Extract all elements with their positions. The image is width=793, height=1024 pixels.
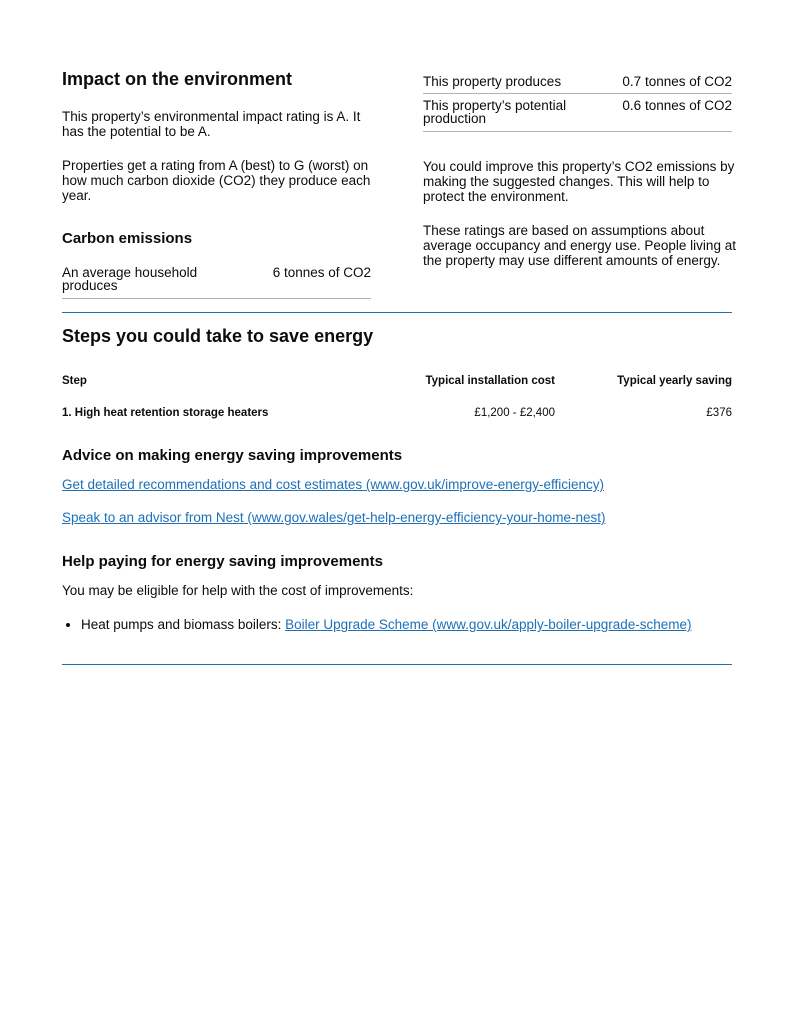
list-item	[81, 617, 751, 633]
recommendations-link[interactable]: Get detailed recommendations and cost estimates (www.gov.uk/improve-energy-efficiency)	[62, 477, 604, 492]
help-list	[62, 617, 751, 633]
saving-column-header: Typical yearly saving	[617, 375, 732, 387]
impact-title: Impact on the environment	[62, 69, 293, 89]
cost-column-header: Typical installation cost	[425, 375, 555, 387]
impact-scale-text: Properties get a rating from A (best) to G (worst) on how much carbon dioxide (CO2) they produce each year.	[62, 158, 371, 203]
property-produces-value: 0.7 tonnes of CO2	[622, 74, 732, 89]
carbon-emissions-title: Carbon emissions	[62, 230, 193, 247]
advice-title: Advice on making energy saving improvements	[62, 447, 403, 464]
assumptions-text: These ratings are based on assumptions about average occupancy and energy use. People living at the property may use different amounts of energy.	[423, 223, 736, 268]
help-item-label: Heat pumps and biomass boilers:	[81, 617, 286, 632]
step-row-name: 1. High heat retention storage heaters	[62, 407, 269, 419]
nest-advisor-link[interactable]: Speak to an advisor from Nest (www.gov.wales/get-help-energy-efficiency-your-home-nest)	[62, 510, 606, 525]
boiler-upgrade-link[interactable]: Boiler Upgrade Scheme (www.gov.uk/apply-boiler-upgrade-scheme)	[285, 617, 692, 632]
improve-text: You could improve this property’s CO2 emissions by making the suggested changes. This will help to protect the environment.	[423, 159, 735, 204]
property-produces-row	[423, 75, 732, 94]
average-household-value: 6 tonnes of CO2	[272, 265, 371, 280]
average-household-row	[62, 266, 371, 299]
average-household-label: An average household produces	[62, 265, 198, 293]
step-row-saving: £376	[706, 407, 732, 419]
section-divider	[62, 312, 732, 313]
potential-production-value: 0.6 tonnes of CO2	[622, 98, 732, 113]
impact-rating-text: This property’s environmental impact rating is A. It has the potential to be A.	[62, 109, 361, 139]
steps-title: Steps you could take to save energy	[62, 326, 374, 346]
step-row-cost: £1,200 - £2,400	[474, 407, 555, 419]
help-title: Help paying for energy saving improvements	[62, 553, 383, 570]
step-column-header: Step	[62, 375, 87, 387]
footer-divider	[62, 664, 732, 665]
potential-production-label: This property’s potential production	[423, 98, 567, 126]
property-produces-label: This property produces	[423, 74, 562, 89]
help-intro: You may be eligible for help with the cost of improvements:	[62, 583, 414, 598]
potential-production-row	[423, 99, 732, 132]
